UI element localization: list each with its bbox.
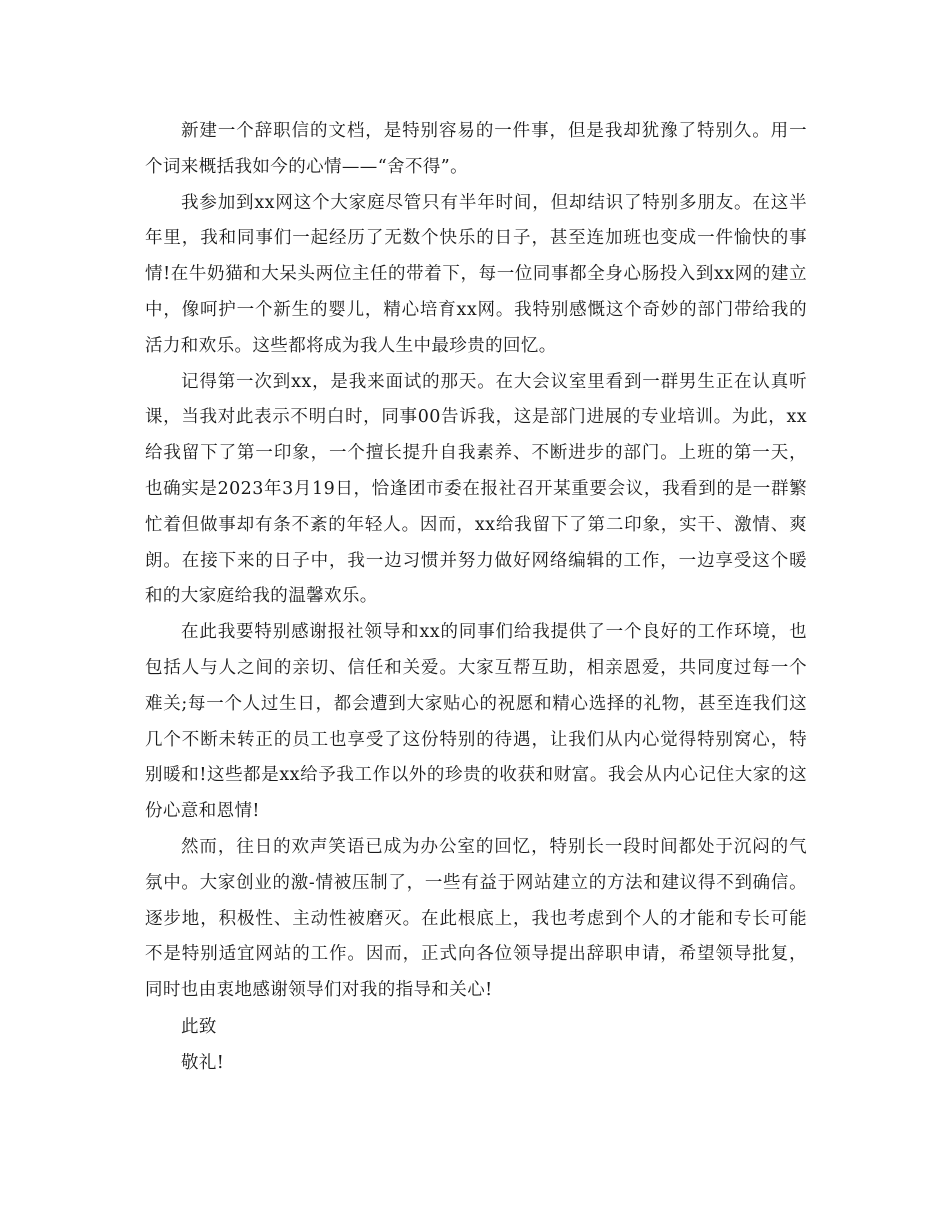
closing-regards: 敬礼!: [181, 1052, 225, 1073]
paragraph-resignation-reason: 然而，往日的欢声笑语已成为办公室的回忆，特别长一段时间都处于沉闷的气氛中。大家创业的激-情被压制了，一些有益于网站建立的方法和建议得不到确信。逐步地，积极性、主动性被磨灭。在此根底上，我也考虑到个人的才能和专长可能不是特别适宜网站的工作。因而，正式向各位领导提出辞职申请，希望领导批复，同时也由衷地感谢领导们对我的指导和关心!: [145, 836, 807, 1001]
paragraph-opening: 新建一个辞职信的文档，是特别容易的一件事，但是我却犹豫了特别久。用一个词来概括我如今的心情——“舍不得”。: [145, 121, 807, 177]
closing-salutation: 此致: [181, 1016, 217, 1037]
letter-body: [145, 114, 807, 1081]
paragraph-first-impression: 记得第一次到xx，是我来面试的那天。在大会议室里看到一群男生正在认真听课，当我对此表示不明白时，同事00告诉我，这是部门进展的专业培训。为此，xx给我留下了第一印象，一个擅长提升自我素养、不断进步的部门。上班的第一天，也确实是2023年3月19日，恰逢团市委在报社召开某重要会议，我看到的是一群繁忙着但做事却有条不紊的年轻人。因而，xx给我留下了第二印象，实干、激情、爽朗。在接下来的日子中，我一边习惯并努力做好网络编辑的工作，一边享受这个暖和的大家庭给我的温馨欢乐。: [145, 371, 807, 607]
paragraph-gratitude: 在此我要特别感谢报社领导和xx的同事们给我提供了一个良好的工作环境，也包括人与人之间的亲切、信任和关爱。大家互帮互助，相亲恩爱，共同度过每一个难关;每一个人过生日，都会遭到大家贴心的祝愿和精心选择的礼物，甚至连我们这几个不断未转正的员工也享受了这份特别的待遇，让我们从内心觉得特别窝心，特别暖和!这些都是xx给予我工作以外的珍贵的收获和财富。我会从内心记住大家的这份心意和恩情!: [145, 622, 807, 822]
paragraph-joining: 我参加到xx网这个大家庭尽管只有半年时间，但却结识了特别多朋友。在这半年里，我和同事们一起经历了无数个快乐的日子，甚至连加班也变成一件愉快的事情!在牛奶猫和大呆头两位主任的带着下，每一位同事都全身心肠投入到xx网的建立中，像呵护一个新生的婴儿，精心培育xx网。我特别感慨这个奇妙的部门带给我的活力和欢乐。这些都将成为我人生中最珍贵的回忆。: [145, 192, 807, 356]
